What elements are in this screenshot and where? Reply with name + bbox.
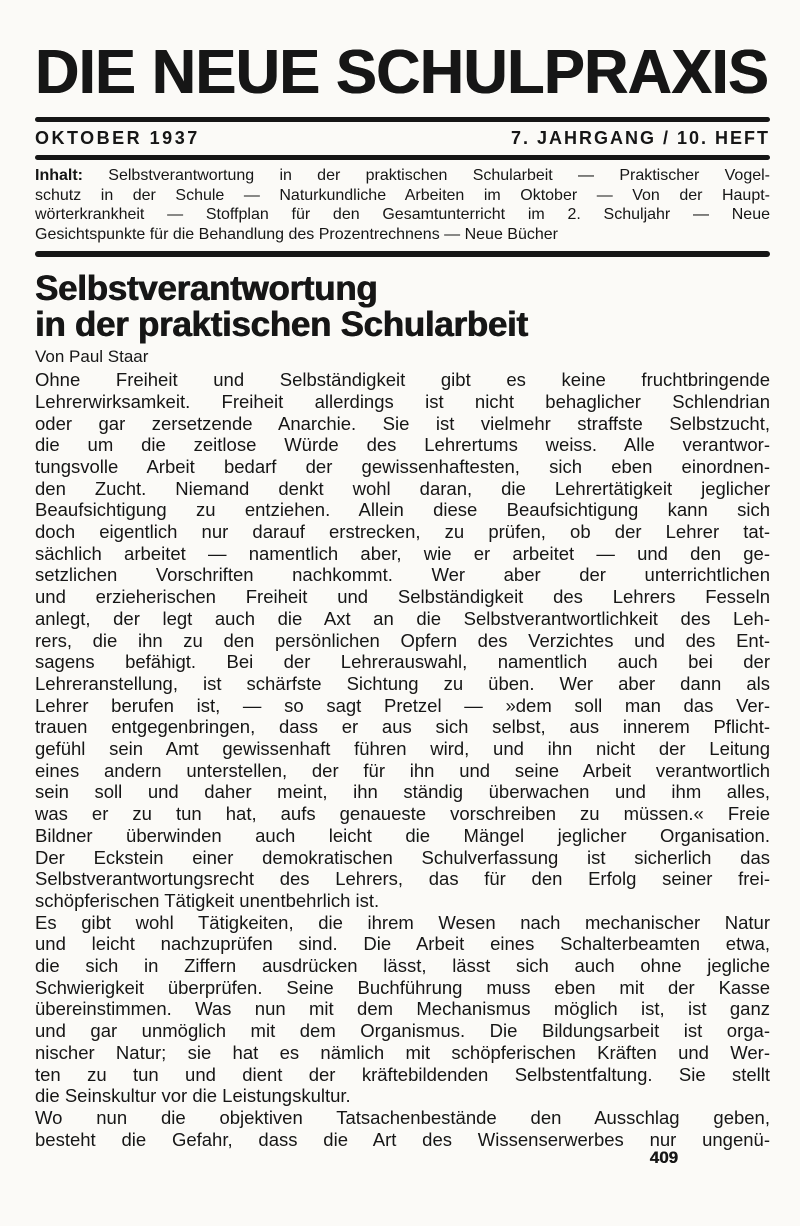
body-line: Der Eckstein einer demokratischen Schulverfassung ist sicherlich das — [35, 846, 770, 868]
body-line: Es gibt wohl Tätigkeiten, die ihrem Wesen nach mechanischer Natur — [35, 911, 770, 933]
body-line: Beaufsichtigung zu entziehen. Allein diese Beaufsichtigung kann sich — [35, 499, 770, 521]
body-line: Lehrerwirksamkeit. Freiheit allerdings ist nicht behaglicher Schlendrian — [35, 390, 770, 412]
body-line: Selbstverantwortungsrecht des Lehrers, das für den Erfolg seiner frei- — [35, 868, 770, 890]
body-line: eines andern unterstellen, der für ihn und seine Arbeit verantwortlich — [35, 759, 770, 781]
body-line: tungsvolle Arbeit bedarf der gewissenhaftesten, sich eben einordnen- — [35, 455, 770, 477]
body-line: Bildner überwinden auch leicht die Mängel jeglicher Organisation. — [35, 824, 770, 846]
body-line: ten zu tun und dient der kräftebildenden Selbstentfaltung. Sie stellt — [35, 1063, 770, 1085]
body-line: den Zucht. Niemand denkt wohl daran, die Lehrertätigkeit jeglicher — [35, 477, 770, 499]
body-line: gefühl sein Amt gewissenhaft führen wird, und ihn nicht der Leitung — [35, 738, 770, 760]
body-line: schöpferischen Tätigkeit unentbehrlich ist. — [35, 889, 380, 911]
contents-label: Inhalt: — [35, 167, 83, 185]
body-line: rers, die ihn zu den persönlichen Opfern des Verzichtes und des Ent- — [35, 629, 770, 651]
body-line: Lehreranstellung, ist schärfste Sichtung zu üben. Wer aber dann als — [35, 672, 770, 694]
body-line: und gar unmöglich mit dem Organismus. Die Bildungsarbeit ist orga- — [35, 1020, 770, 1042]
body-line: übereinstimmen. Was nun mit dem Mechanismus möglich ist, ist ganz — [35, 998, 770, 1020]
article — [35, 271, 770, 1168]
body-line: anlegt, der legt auch die Axt an die Selbstverantwortlichkeit des Leh- — [35, 607, 770, 629]
body-line: sächlich arbeitet — namentlich aber, wie er arbeitet — und den ge- — [35, 542, 770, 564]
page-header — [35, 40, 770, 257]
body-line: sagens befähigt. Bei der Lehrerauswahl, namentlich auch bei der — [35, 651, 770, 673]
body-line: Wo nun die objektiven Tatsachenbestände den Ausschlag geben, — [35, 1107, 770, 1128]
contents-block — [35, 160, 770, 248]
body-line: die um die zeitlose Würde des Lehrertums weiss. Alle verantwor- — [35, 434, 770, 456]
article-title — [35, 271, 770, 343]
body-line: doch eigentlich nur darauf erstrecken, zu prüfen, ob der Lehrer tat- — [35, 521, 770, 543]
body-line: Ohne Freiheit und Selbständigkeit gibt es keine fruchtbringende — [35, 369, 770, 391]
article-title-line2: in der praktischen Schularbeit — [35, 305, 528, 345]
article-title-line1: Selbstverantwortung — [35, 269, 378, 309]
body-line: trauen entgegenbringen, dass er aus sich selbst, aus innerem Pflicht- — [35, 716, 770, 738]
divider-rule-bottom — [35, 251, 770, 257]
body-line: besteht die Gefahr, dass die Art des Wissenserwerbes nur ungenü- — [35, 1128, 770, 1150]
body-line: und leicht nachzuprüfen sind. Die Arbeit eines Schalterbeamten etwa, — [35, 933, 770, 955]
body-line: Schwierigkeit überprüfen. Seine Buchführung muss eben mit der Kasse — [35, 976, 770, 998]
contents-line: schutz in der Schule — Naturkundliche Arbeiten im Oktober — Von der Haupt- — [35, 186, 770, 204]
contents-line: Gesichtspunkte für die Behandlung des Prozentrechnens — Neue Bücher — [35, 225, 558, 243]
body-line: Lehrer berufen ist, — so sagt Pretzel — »dem soll man das Ver- — [35, 694, 770, 716]
body-line: die Seinskultur vor die Leistungskultur. — [35, 1085, 351, 1107]
body-line: die sich in Ziffern ausdrücken lässt, lässt sich auch ohne jegliche — [35, 955, 770, 977]
masthead-title: DIE NEUE SCHULPRAXIS — [35, 38, 769, 107]
article-byline: Von Paul Staar — [35, 347, 149, 367]
body-line: nischer Natur; sie hat es nämlich mit schöpferischen Kräften und Wer- — [35, 1041, 770, 1063]
page-number: 409 — [649, 1148, 678, 1168]
contents-line — [35, 166, 770, 186]
body-line: setzlichen Vorschriften nachkommt. Wer aber der unterrichtlichen — [35, 564, 770, 586]
contents-line: wörterkrankheit — Stoffplan für den Gesamtunterricht im 2. Schuljahr — Neue — [35, 206, 770, 224]
body-line: sein soll und daher meint, ihn ständig überwachen und ihm alles, — [35, 781, 770, 803]
body-line: und erzieherischen Freiheit und Selbständigkeit des Lehrers Fesseln — [35, 586, 770, 608]
body-line: was er zu tun hat, aufs genaueste vorschreiben zu müssen.« Freie — [35, 803, 770, 825]
issue-date: OKTOBER 1937 — [35, 128, 200, 149]
issue-info: 7. JAHRGANG / 10. HEFT — [510, 128, 770, 149]
body-line: oder gar zersetzende Anarchie. Sie ist vielmehr straffste Selbstzucht, — [35, 412, 770, 434]
contents-line-text: Selbstverantwortung in der praktischen Schularbeit — Praktischer Vogel- — [108, 167, 771, 185]
issue-row — [35, 122, 770, 153]
article-body — [35, 369, 770, 1150]
